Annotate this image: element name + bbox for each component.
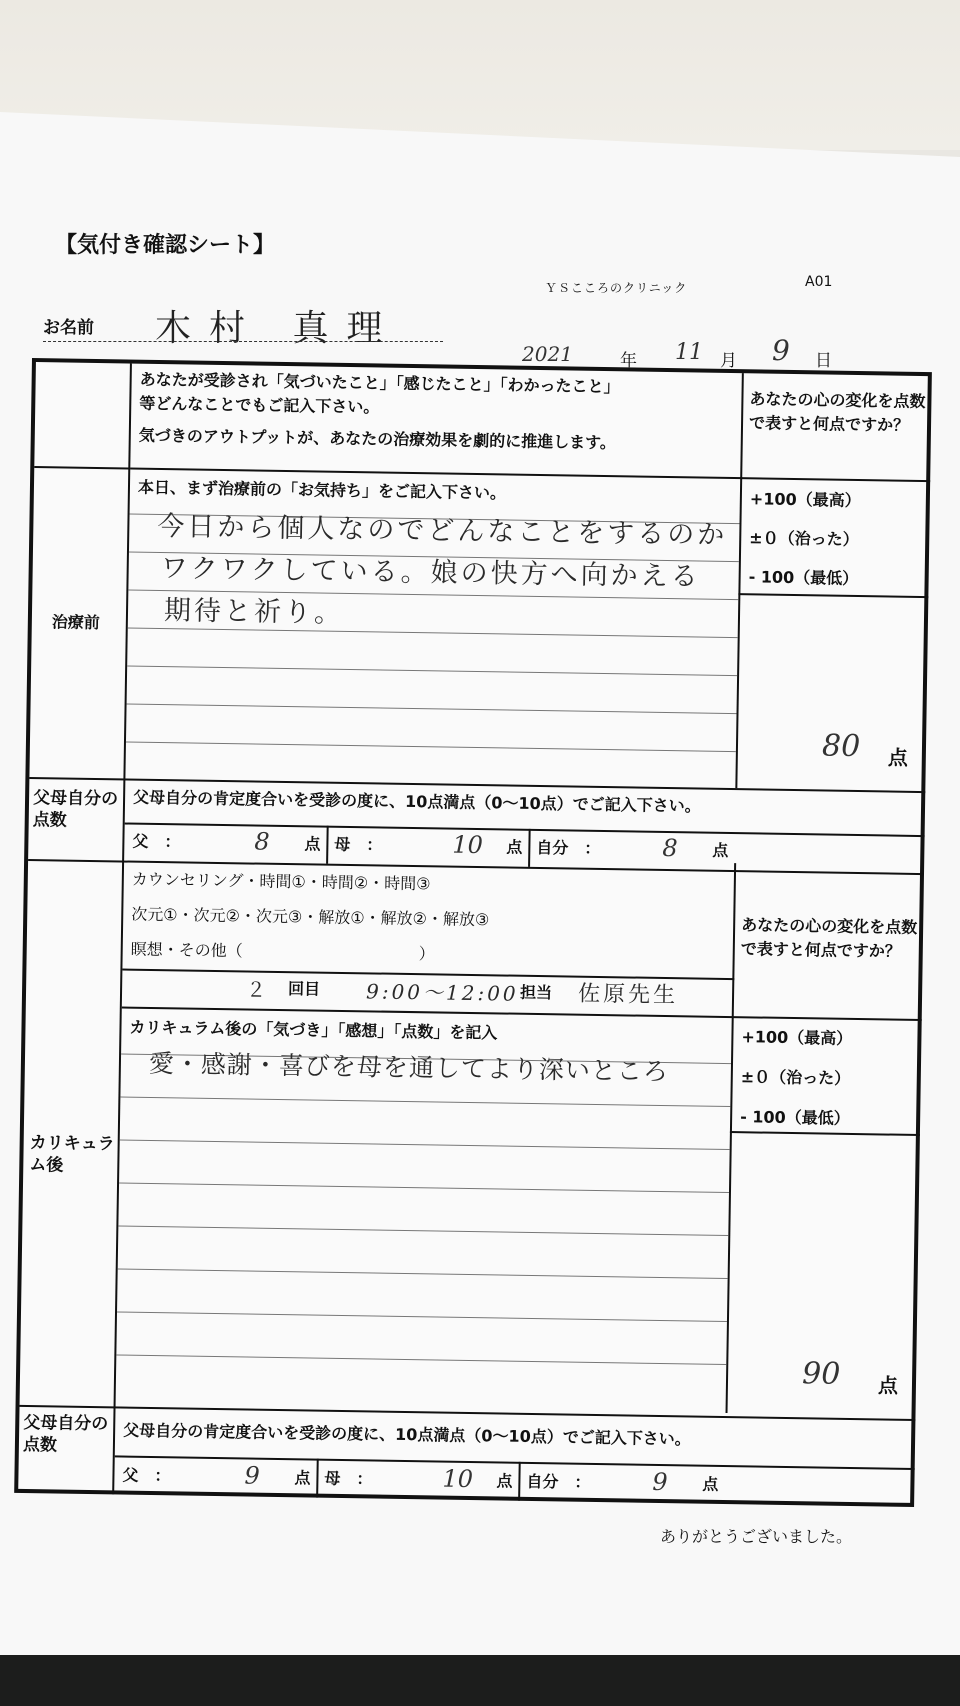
writing-line [128, 628, 738, 639]
background-bottom [0, 1655, 960, 1706]
parents2-father-value[interactable]: 9 [244, 1461, 260, 1490]
parents1-mid-line [125, 823, 925, 838]
label-row-divider-1 [34, 466, 130, 470]
before-entry-line-3[interactable]: 期待と祈り。 [163, 595, 345, 629]
score-question-1: あなたの心の変化を点数で表すと何点ですか？ [748, 389, 926, 435]
parents1-divider-b [528, 829, 531, 867]
parents1-instruction: 父母自分の肯定度合いを受診の度に、10点満点（0～10点）でご記入下さい。 [132, 787, 701, 816]
writing-line [127, 704, 737, 715]
parents1-father-unit: 点 [304, 834, 321, 854]
after-menu-line-3[interactable]: 瞑想・その他（ ） [130, 939, 435, 964]
thanks-message: ありがとうございました。 [660, 1527, 853, 1546]
before-scale-low: - 100（最低） [748, 567, 859, 589]
writing-line [117, 1311, 727, 1322]
parents2-father-unit: 点 [294, 1468, 311, 1488]
name-value[interactable]: 木村 真理 [155, 308, 401, 349]
after-scale-low: - 100（最低） [740, 1107, 850, 1128]
after-row-label: カリキュラム後 [29, 1133, 115, 1176]
name-underline [43, 341, 443, 342]
parents1-self-value[interactable]: 8 [662, 833, 678, 863]
name-label: お名前 [43, 318, 94, 338]
parents2-instruction: 父母自分の肯定度合いを受診の度に、10点満点（0～10点）でご記入下さい。 [123, 1420, 691, 1449]
date-month-value[interactable]: 11 [675, 340, 703, 365]
score-header-bottom-line [740, 477, 930, 482]
date-year-unit: 年 [620, 351, 637, 371]
score-question-2: あなたの心の変化を点数で表すと何点ですか？ [740, 915, 918, 961]
before-prompt: 本日、まず治療前の「お気持ち」をご記入下さい。 [137, 477, 507, 503]
writing-line [119, 1182, 729, 1193]
label-column-divider [112, 364, 132, 1495]
before-scale-mid: ±０（治った） [749, 528, 859, 550]
sheet-title: 【気付き確認シート】 [55, 233, 276, 258]
parents1-father-label: 父 ： [132, 831, 181, 852]
parents2-self-value[interactable]: 9 [652, 1467, 668, 1497]
parents1-self-label: 自分 ： [536, 837, 601, 858]
parents2-self-unit: 点 [702, 1474, 719, 1494]
date-month-unit: 月 [720, 351, 737, 371]
session-number-value[interactable]: ２ [245, 977, 270, 1002]
session-time-value[interactable]: 9:00～12:00 [365, 979, 519, 1006]
teacher-label: 担当 [519, 982, 553, 1003]
writing-line [120, 1139, 730, 1150]
parents1-mother-unit: 点 [506, 837, 523, 857]
parents2-father-label: 父 ： [122, 1465, 171, 1486]
clinic-name: ＹＳこころのクリニック [545, 281, 688, 295]
after-scale-mid: ±０（治った） [740, 1067, 851, 1088]
parents2-mother-unit: 点 [496, 1471, 513, 1491]
parents2-row-label: 父母自分の点数 [22, 1412, 109, 1456]
intro-line-3: 気づきのアウトプットが、あなたの治療効果を劇的に推進します。 [138, 425, 617, 453]
scale-bottom-line-2 [730, 1131, 920, 1136]
parents2-mother-value[interactable]: 10 [442, 1464, 474, 1494]
before-score-unit: 点 [887, 745, 909, 770]
after-entry-line-1[interactable]: 愛・感謝・喜びを母を通してより深いところ [148, 1048, 670, 1087]
writing-line [126, 742, 736, 753]
intro-line-1: あなたが受診され「気づいたこと」「感じたこと」「わかったこと」 [139, 369, 620, 397]
parents2-divider-b [518, 1462, 521, 1501]
sheet-code: A01 [805, 274, 833, 290]
score-column-divider-1 [735, 373, 744, 788]
date-day-value[interactable]: 9 [772, 334, 790, 367]
writing-line [118, 1225, 728, 1236]
intro-line-2: 等どんなことでもご記入下さい。 [139, 393, 380, 417]
date-year-value[interactable]: 2021 [522, 342, 573, 366]
writing-line [116, 1354, 726, 1365]
writing-line [118, 1268, 728, 1279]
before-row-label: 治療前 [51, 612, 101, 633]
writing-line [120, 1096, 730, 1107]
session-label: 回目 [287, 979, 321, 999]
parents1-mother-value[interactable]: 10 [452, 830, 484, 860]
parents1-self-unit: 点 [712, 840, 729, 860]
scale-bottom-line-1 [738, 593, 928, 598]
parents1-mother-label: 母 ： [334, 834, 383, 855]
after-score-unit: 点 [877, 1373, 899, 1398]
intro-instruction [139, 368, 736, 457]
parents2-self-label: 自分 ： [526, 1471, 591, 1492]
after-menu-line-1[interactable]: カウンセリング・時間①・時間②・時間③ [131, 869, 431, 894]
teacher-name-value[interactable]: 佐原先生 [577, 981, 679, 1009]
after-menu-line-2[interactable]: 次元①・次元②・次元③・解放①・解放②・解放③ [131, 904, 490, 930]
parents1-row-label: 父母自分の点数 [32, 788, 119, 831]
after-scale-high: +100（最高） [741, 1027, 853, 1048]
confirmation-form-table [14, 358, 932, 1507]
after-prompt: カリキュラム後の「気づき」「感想」「点数」を記入 [129, 1017, 498, 1043]
before-entry-line-1[interactable]: 今日から個人なのでどんなことをするのか [157, 510, 728, 551]
parents2-divider-a [316, 1459, 319, 1498]
before-score-value[interactable]: 80 [821, 728, 861, 765]
score-column-divider-2 [726, 863, 737, 1413]
parents1-father-value[interactable]: 8 [254, 827, 270, 856]
parents1-divider-a [326, 826, 329, 864]
date-day-unit: 日 [815, 351, 832, 371]
writing-line [127, 666, 737, 677]
after-score-value[interactable]: 90 [801, 1356, 841, 1392]
parents2-mother-label: 母 ： [324, 1468, 373, 1489]
before-scale-high: +100（最高） [749, 489, 861, 511]
parents2-mid-line [115, 1455, 915, 1470]
before-entry-line-2[interactable]: ワクワクしている。娘の快方へ向かえる [160, 553, 701, 593]
